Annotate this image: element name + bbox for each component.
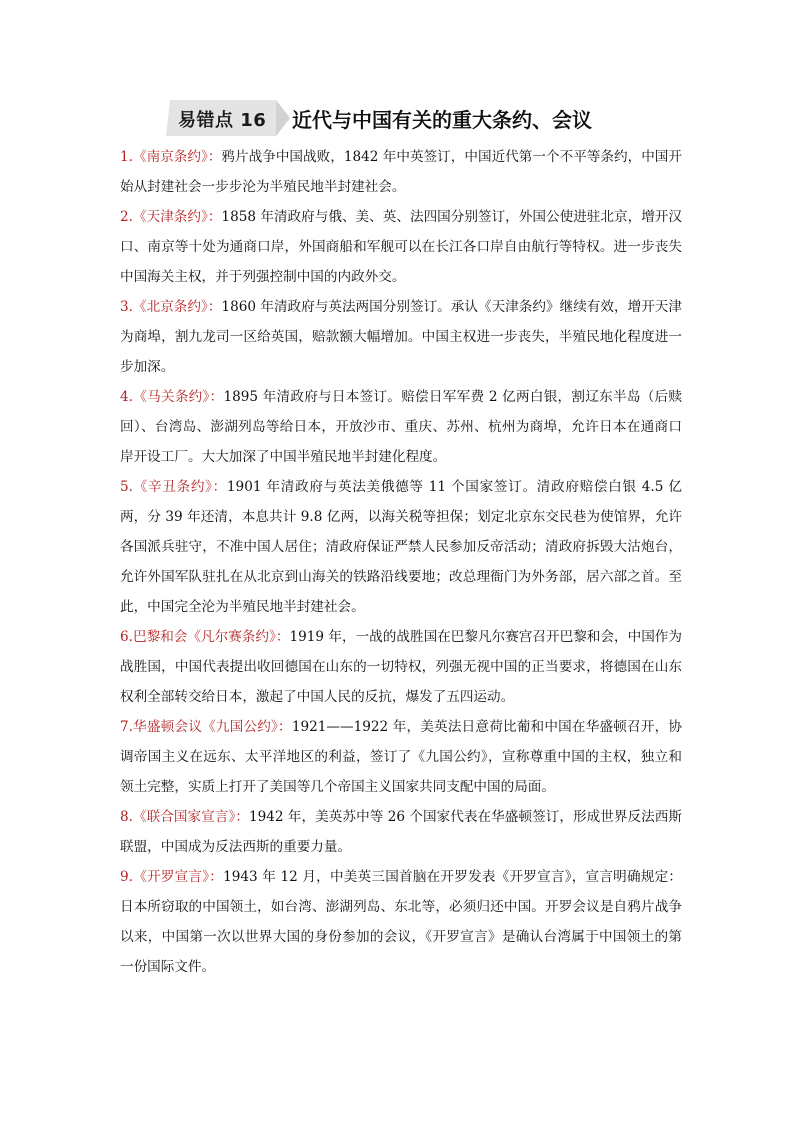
item-number: 8. [120, 809, 133, 825]
item-colon: ： [207, 299, 222, 315]
item-text: 1860 年清政府与英法两国分别签订。承认《天津条约》继续有效，增开天津为商埠，割九龙司一区给英国，赔款额大幅增加。中国主权进一步丧失，半殖民地化程度进一步加深。 [120, 299, 683, 375]
item-text: 1895 年清政府与日本签订。赔偿日军军费 2 亿两白银，割辽东半岛（后赎回）、台湾岛、澎湖列岛等给日本，开放沙市、重庆、苏州、杭州为商埠，允许日本在通商口岸开设工厂。大大加深了中国半殖民地半封建化程度。 [120, 389, 682, 465]
list-item [120, 802, 682, 862]
item-name: 《辛丑条约》 [132, 479, 213, 495]
list-item [120, 712, 682, 802]
item-number: 6. [120, 629, 133, 645]
item-colon: ： [209, 389, 224, 405]
item-colon: ： [275, 629, 290, 645]
item-name: 《开罗宣言》 [132, 869, 210, 885]
document-body [120, 142, 682, 982]
item-colon: ： [209, 869, 224, 885]
item-colon: ： [207, 209, 222, 225]
list-item [120, 382, 682, 472]
item-number: 7. [120, 719, 133, 735]
item-number: 1. [120, 149, 133, 165]
list-item [120, 292, 682, 382]
item-text: 鸦片战争中国战败，1842 年中英签订，中国近代第一个不平等条约，中国开始从封建社会一步步沦为半殖民地半封建社会。 [120, 149, 683, 195]
item-number: 5. [120, 479, 133, 495]
list-item [120, 472, 682, 622]
item-name: 华盛顿会议《九国公约》 [132, 719, 279, 735]
list-item [120, 202, 682, 292]
item-name: 《天津条约》 [132, 209, 208, 225]
item-number: 9. [120, 869, 133, 885]
item-name: 《北京条约》 [132, 299, 208, 315]
item-name: 《南京条约》 [132, 149, 208, 165]
title-main-text: 近代与中国有关的重大条约、会议 [292, 108, 592, 132]
title-badge [166, 100, 290, 136]
item-colon: ： [278, 719, 292, 735]
item-name: 《联合国家宣言》 [132, 809, 236, 825]
item-colon: ： [212, 479, 227, 495]
item-number: 3. [120, 299, 133, 315]
item-text: 1919 年，一战的战胜国在巴黎凡尔赛宫召开巴黎和会，中国作为战胜国，中国代表提出收回德国在山东的一切特权，列强无视中国的正当要求，将德国在山东权利全部转交给日本，激起了中国人民的反抗，爆发了五四运动。 [120, 629, 683, 705]
page-title [0, 100, 794, 136]
item-text: 1858 年清政府与俄、美、英、法四国分别签订，外国公使进驻北京，增开汉口、南京等十处为通商口岸，外国商船和军舰可以在长江各口岸自由航行等特权。进一步丧失中国海关主权，并于列强控制中国的内政外交。 [120, 209, 683, 285]
list-item [120, 142, 682, 202]
item-number: 4. [120, 389, 133, 405]
item-colon: ： [207, 149, 222, 165]
item-name: 《马关条约》 [132, 389, 210, 405]
item-text: 1921——1922 年，美英法日意荷比葡和中国在华盛顿召开，协调帝国主义在远东、太平洋地区的利益，签订了《九国公约》，宣称尊重中国的主权，独立和领土完整，实质上打开了美国等几个帝国主义国家共同支配中国的局面。 [120, 719, 683, 795]
item-colon: ： [235, 809, 249, 825]
title-badge-text: 易错点 16 [178, 110, 267, 131]
item-text: 1901 年清政府与英法美俄德等 11 个国家签订。清政府赔偿白银 4.5 亿两，分 39 年还清，本息共计 9.8 亿两，以海关税等担保；划定北京东交民巷为使馆界，允许各国派兵驻守，不准中国人居住；清政府保证严禁人民参加反帝活动；清政府拆毁大沽炮台，允许外国军队驻扎在从北京到山海关的铁路沿线要地；改总理衙门为外务部，居六部之首。至此，中国完全沦为半殖民地半封建社会。 [120, 479, 682, 615]
list-item [120, 622, 682, 712]
item-text: 1942 年，美英苏中等 26 个国家代表在华盛顿签订，形成世界反法西斯联盟，中国成为反法西斯的重要力量。 [120, 809, 683, 855]
item-text: 1943 年 12 月，中美英三国首脑在开罗发表《开罗宣言》，宣言明确规定：日本所窃取的中国领土，如台湾、澎湖列岛、东北等，必须归还中国。开罗会议是自鸦片战争以来，中国第一次以世界大国的身份参加的会议，《开罗宣言》是确认台湾属于中国领土的第一份国际文件。 [120, 869, 682, 975]
item-number: 2. [120, 209, 133, 225]
item-name: 巴黎和会《凡尔赛条约》 [132, 629, 276, 645]
list-item [120, 862, 682, 982]
